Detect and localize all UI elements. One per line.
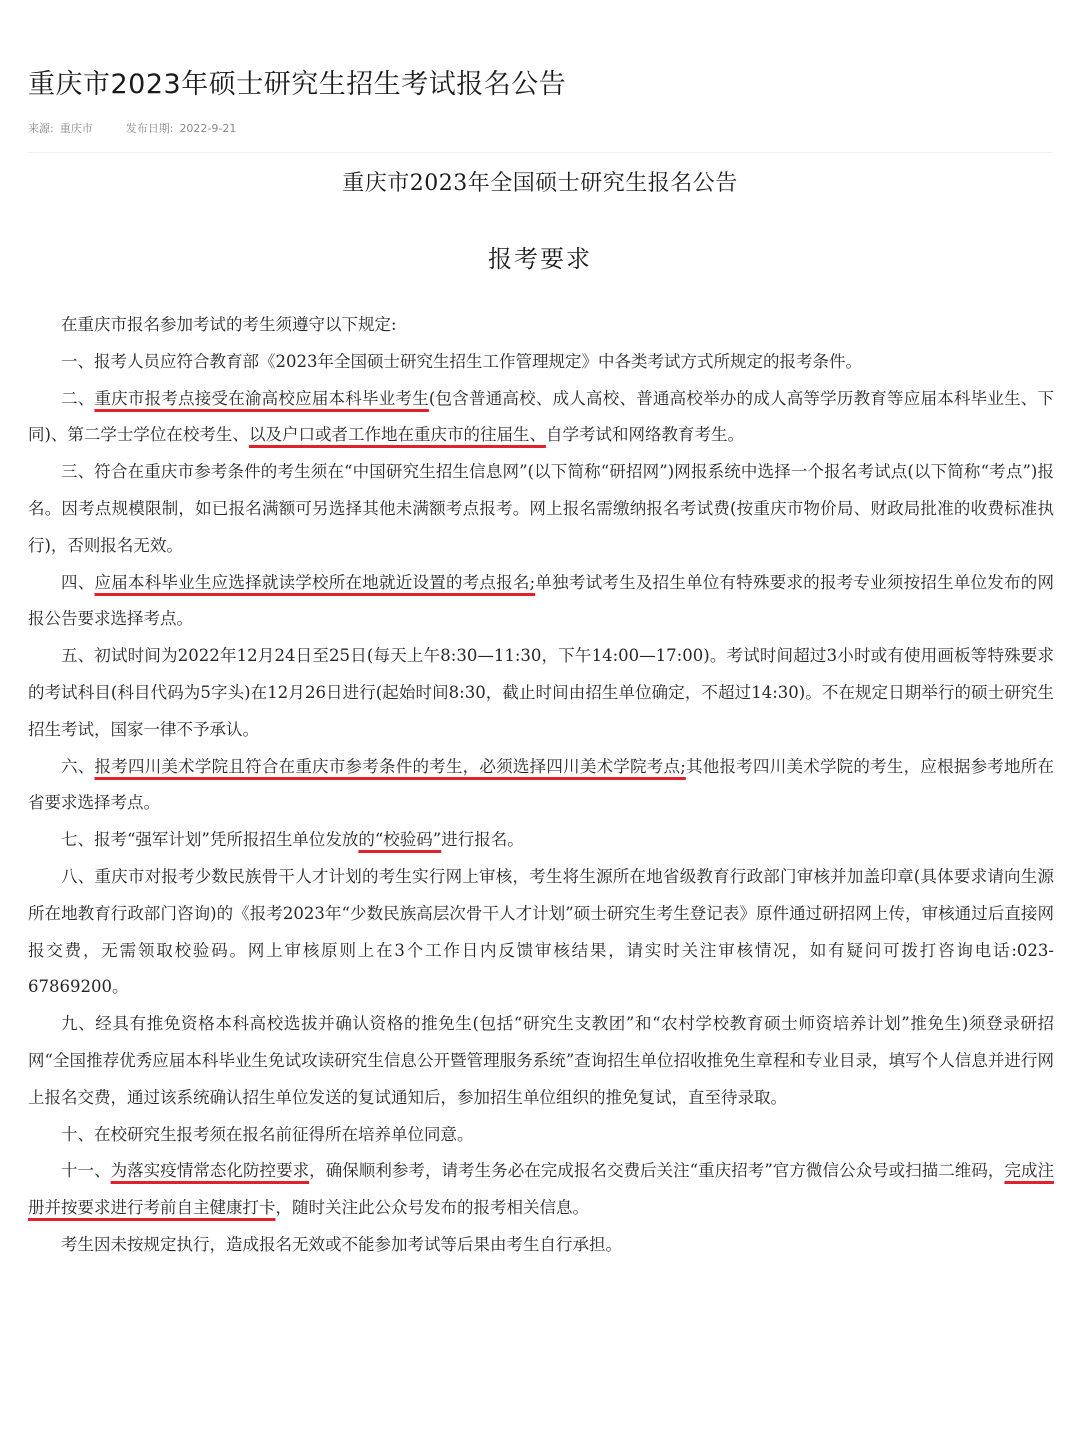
header-divider	[28, 152, 1052, 153]
rule-item-6: 六、报考四川美术学院且符合在重庆市参考条件的考生，必须选择四川美术学院考点;其他报考四川美术学院的考生，应根据参考地所在省要求选择考点。	[28, 756, 1055, 813]
document-subtitle: 报考要求	[488, 245, 592, 273]
highlight: 的“校验码”	[358, 830, 442, 850]
date-label: 发布日期:	[125, 122, 174, 135]
highlight: 为落实疫情常态化防控要求	[110, 1161, 310, 1181]
page-title: 重庆市2023年硕士研究生招生考试报名公告	[28, 69, 567, 100]
document-title: 重庆市2023年全国硕士研究生报名公告	[342, 171, 738, 196]
rule-item-9: 九、经具有推免资格本科高校选拔并确认资格的推免生(包括“研究生支教团”和“农村学校教育硕士师资培养计划”推免生)须登录研招网“全国推荐优秀应届本科毕业生免试攻读研究生信息公开暨管理服务系统”查询招生单位招收推免生章程和专业目录，填写个人信息并进行网上报名交费，通过该系统确认招生单位发送的复试通知后，参加招生单位组织的推免复试，直至待录取。	[28, 1014, 1054, 1107]
rule-item-10: 十、在校研究生报考须在报名前征得所在培养单位同意。	[61, 1124, 474, 1144]
rule-item-5: 五、初试时间为2022年12月24日至25日(每天上午8:30—11:30，下午14:00—17:00)。考试时间超过3小时或有使用画板等特殊要求的考试科目(科目代码为5字头)在12月26日进行(起始时间8:30，截止时间由招生单位确定，不超过14:30)。不在规定日期举行的硕士研究生招生考试，国家一律不予承认。	[28, 646, 1054, 739]
article-meta	[28, 120, 242, 136]
rule-item-2: 二、重庆市报考点接受在渝高校应届本科毕业考生(包含普通高校、成人高校、普通高校举办的成人高等学历教育等应届本科毕业生、下同)、第二学士学位在校考生、以及户口或者工作地在重庆市的往届生、自学考试和网络教育考生。	[28, 388, 1055, 445]
rule-item-11: 十一、为落实疫情常态化防控要求，确保顺利参考，请考生务必在完成报名交费后关注“重庆招考”官方微信公众号或扫描二维码，完成注册并按要求进行考前自主健康打卡，随时关注此公众号发布的报考相关信息。	[28, 1161, 1055, 1218]
rule-item-8: 八、重庆市对报考少数民族骨干人才计划的考生实行网上审核，考生将生源所在地省级教育行政部门审核并加盖印章(具体要求请向生源所在地教育行政部门咨询)的《报考2023年“少数民族高层次骨干人才计划”硕士研究生考生登记表》原件通过研招网上传，审核通过后直接网报交费，无需领取校验码。网上审核原则上在3个工作日内反馈审核结果，请实时关注审核情况，如有疑问可拨打咨询电话:023-67869200。	[28, 866, 1054, 997]
intro-paragraph: 在重庆市报名参加考试的考生须遵守以下规定:	[61, 315, 397, 334]
rule-item-1: 一、报考人员应符合教育部《2023年全国硕士研究生招生工作管理规定》中各类考试方式所规定的报考条件。	[61, 351, 862, 371]
date-value: 2022-9-21	[179, 122, 237, 135]
rule-item-3: 三、符合在重庆市参考条件的考生须在“中国研究生招生信息网”(以下简称“研招网”)网报系统中选择一个报名考试点(以下简称“考点”)报名。因考点规模限制，如已报名满额可另选择其他未满额考点报考。网上报名需缴纳报名考试费(按重庆市物价局、财政局批准的收费标准执行)，否则报名无效。	[28, 462, 1054, 555]
rule-item-7: 七、报考“强军计划”凭所报招生单位发放的“校验码”进行报名。	[61, 830, 524, 850]
highlight: 报考四川美术学院且符合在重庆市参考条件的考生，必须选择四川美术学院考点;	[94, 756, 686, 776]
source-value: 重庆市	[59, 122, 93, 135]
highlight: 以及户口或者工作地在重庆市的往届生、	[248, 425, 546, 445]
highlight: 完成注册并按要求进行考前自主健康打卡	[28, 1161, 1055, 1218]
document-body	[28, 307, 1054, 1264]
highlight: 重庆市报考点接受在渝高校应届本科毕业考生	[94, 388, 429, 408]
source-label: 来源:	[28, 122, 54, 135]
highlight: 应届本科毕业生应选择就读学校所在地就近设置的考点报名;	[94, 572, 536, 592]
closing-paragraph: 考生因未按规定执行，造成报名无效或不能参加考试等后果由考生自行承担。	[61, 1234, 622, 1254]
rule-item-4: 四、应届本科毕业生应选择就读学校所在地就近设置的考点报名;单独考试考生及招生单位有特殊要求的报考专业须按招生单位发布的网报公告要求选择考点。	[28, 572, 1055, 629]
